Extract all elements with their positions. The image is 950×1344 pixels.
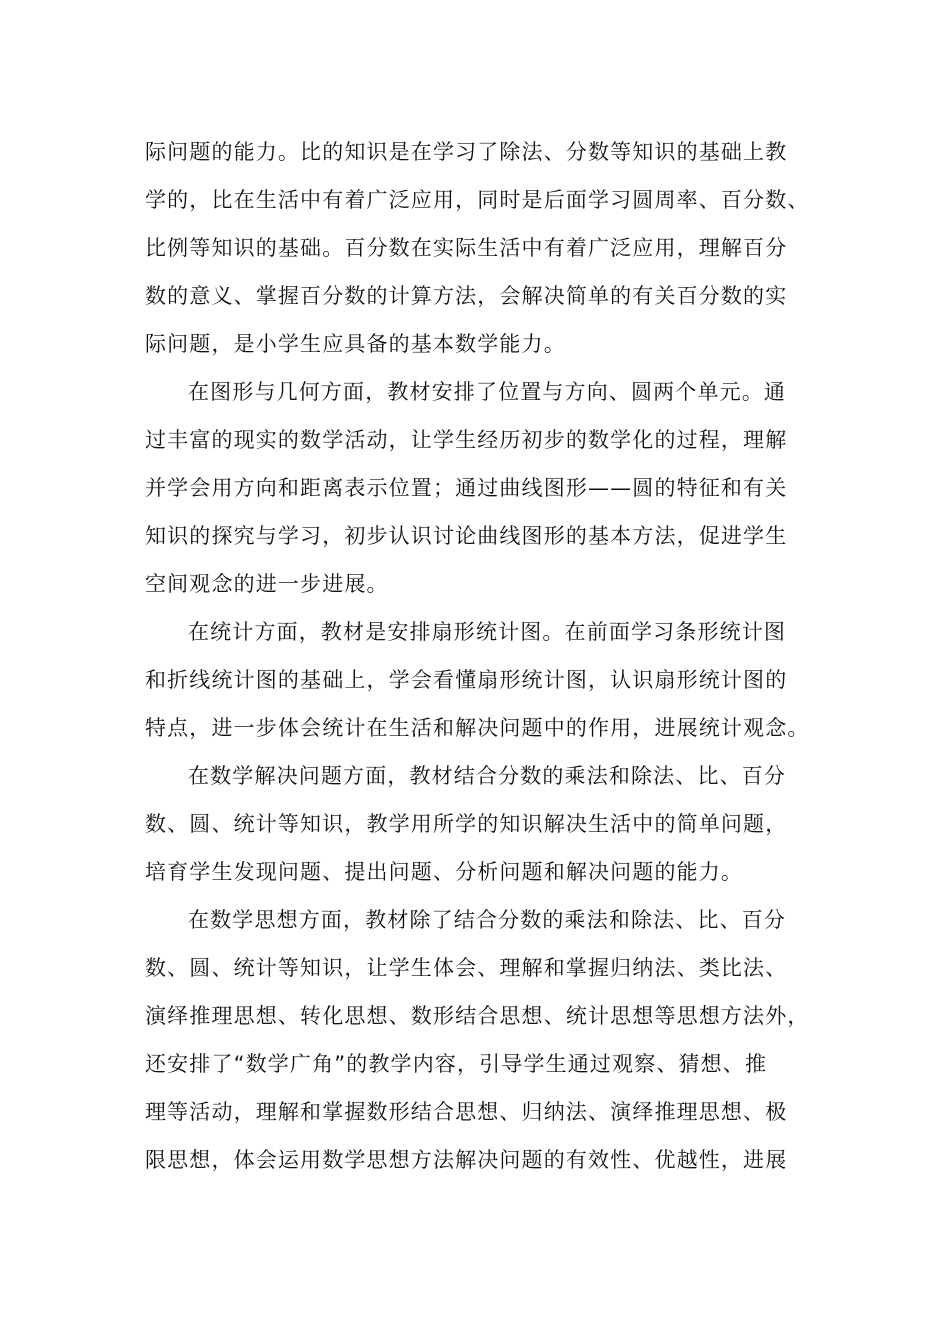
text-line: 知识的探究与学习，初步认识讨论曲线图形的基本方法，促进学生 [145,524,788,548]
text-line: 空间观念的进一步进展。 [145,572,389,596]
text-line: 培育学生发现问题、提出问题、分析问题和解决问题的能力。 [145,860,744,884]
text-line: 特点，进一步体会统计在生活和解决问题中的作用，进展统计观念。 [145,716,810,740]
text-line: 过丰富的现实的数学活动，让学生经历初步的数学化的过程，理解 [145,428,788,452]
text-line: 数、圆、统计等知识，让学生体会、理解和掌握归纳法、类比法、 [145,956,788,980]
text-line: 还安排了“数学广角”的教学内容，引导学生通过观察、猜想、推 [145,1052,768,1076]
text-line: 数的意义、掌握百分数的计算方法，会解决简单的有关百分数的实 [145,284,788,308]
text-line: 演绎推理思想、转化思想、数形结合思想、统计思想等思想方法外， [145,1004,810,1028]
text-line: 和折线统计图的基础上，学会看懂扇形统计图，认识扇形统计图的 [145,668,788,692]
text-line: 比例等知识的基础。百分数在实际生活中有着广泛应用，理解百分 [145,236,788,260]
paragraph-start-line: 在统计方面，教材是安排扇形统计图。在前面学习条形统计图 [188,620,787,644]
paragraph-start-line: 在数学解决问题方面，教材结合分数的乘法和除法、比、百分 [188,764,787,788]
text-line: 数、圆、统计等知识，教学用所学的知识解决生活中的简单问题， [145,812,788,836]
text-line: 理等活动，理解和掌握数形结合思想、归纳法、演绎推理思想、极 [145,1100,788,1124]
text-line: 学的，比在生活中有着广泛应用，同时是后面学习圆周率、百分数、 [145,188,810,212]
text-line: 并学会用方向和距离表示位置；通过曲线图形——圆的特征和有关 [145,476,788,500]
text-line: 限思想，体会运用数学思想方法解决问题的有效性、优越性，进展 [145,1148,788,1172]
text-line: 际问题的能力。比的知识是在学习了除法、分数等知识的基础上教 [145,140,788,164]
paragraph-start-line: 在图形与几何方面，教材安排了位置与方向、圆两个单元。通 [188,380,787,404]
paragraph-start-line: 在数学思想方面，教材除了结合分数的乘法和除法、比、百分 [188,908,787,932]
text-line: 际问题，是小学生应具备的基本数学能力。 [145,332,566,356]
